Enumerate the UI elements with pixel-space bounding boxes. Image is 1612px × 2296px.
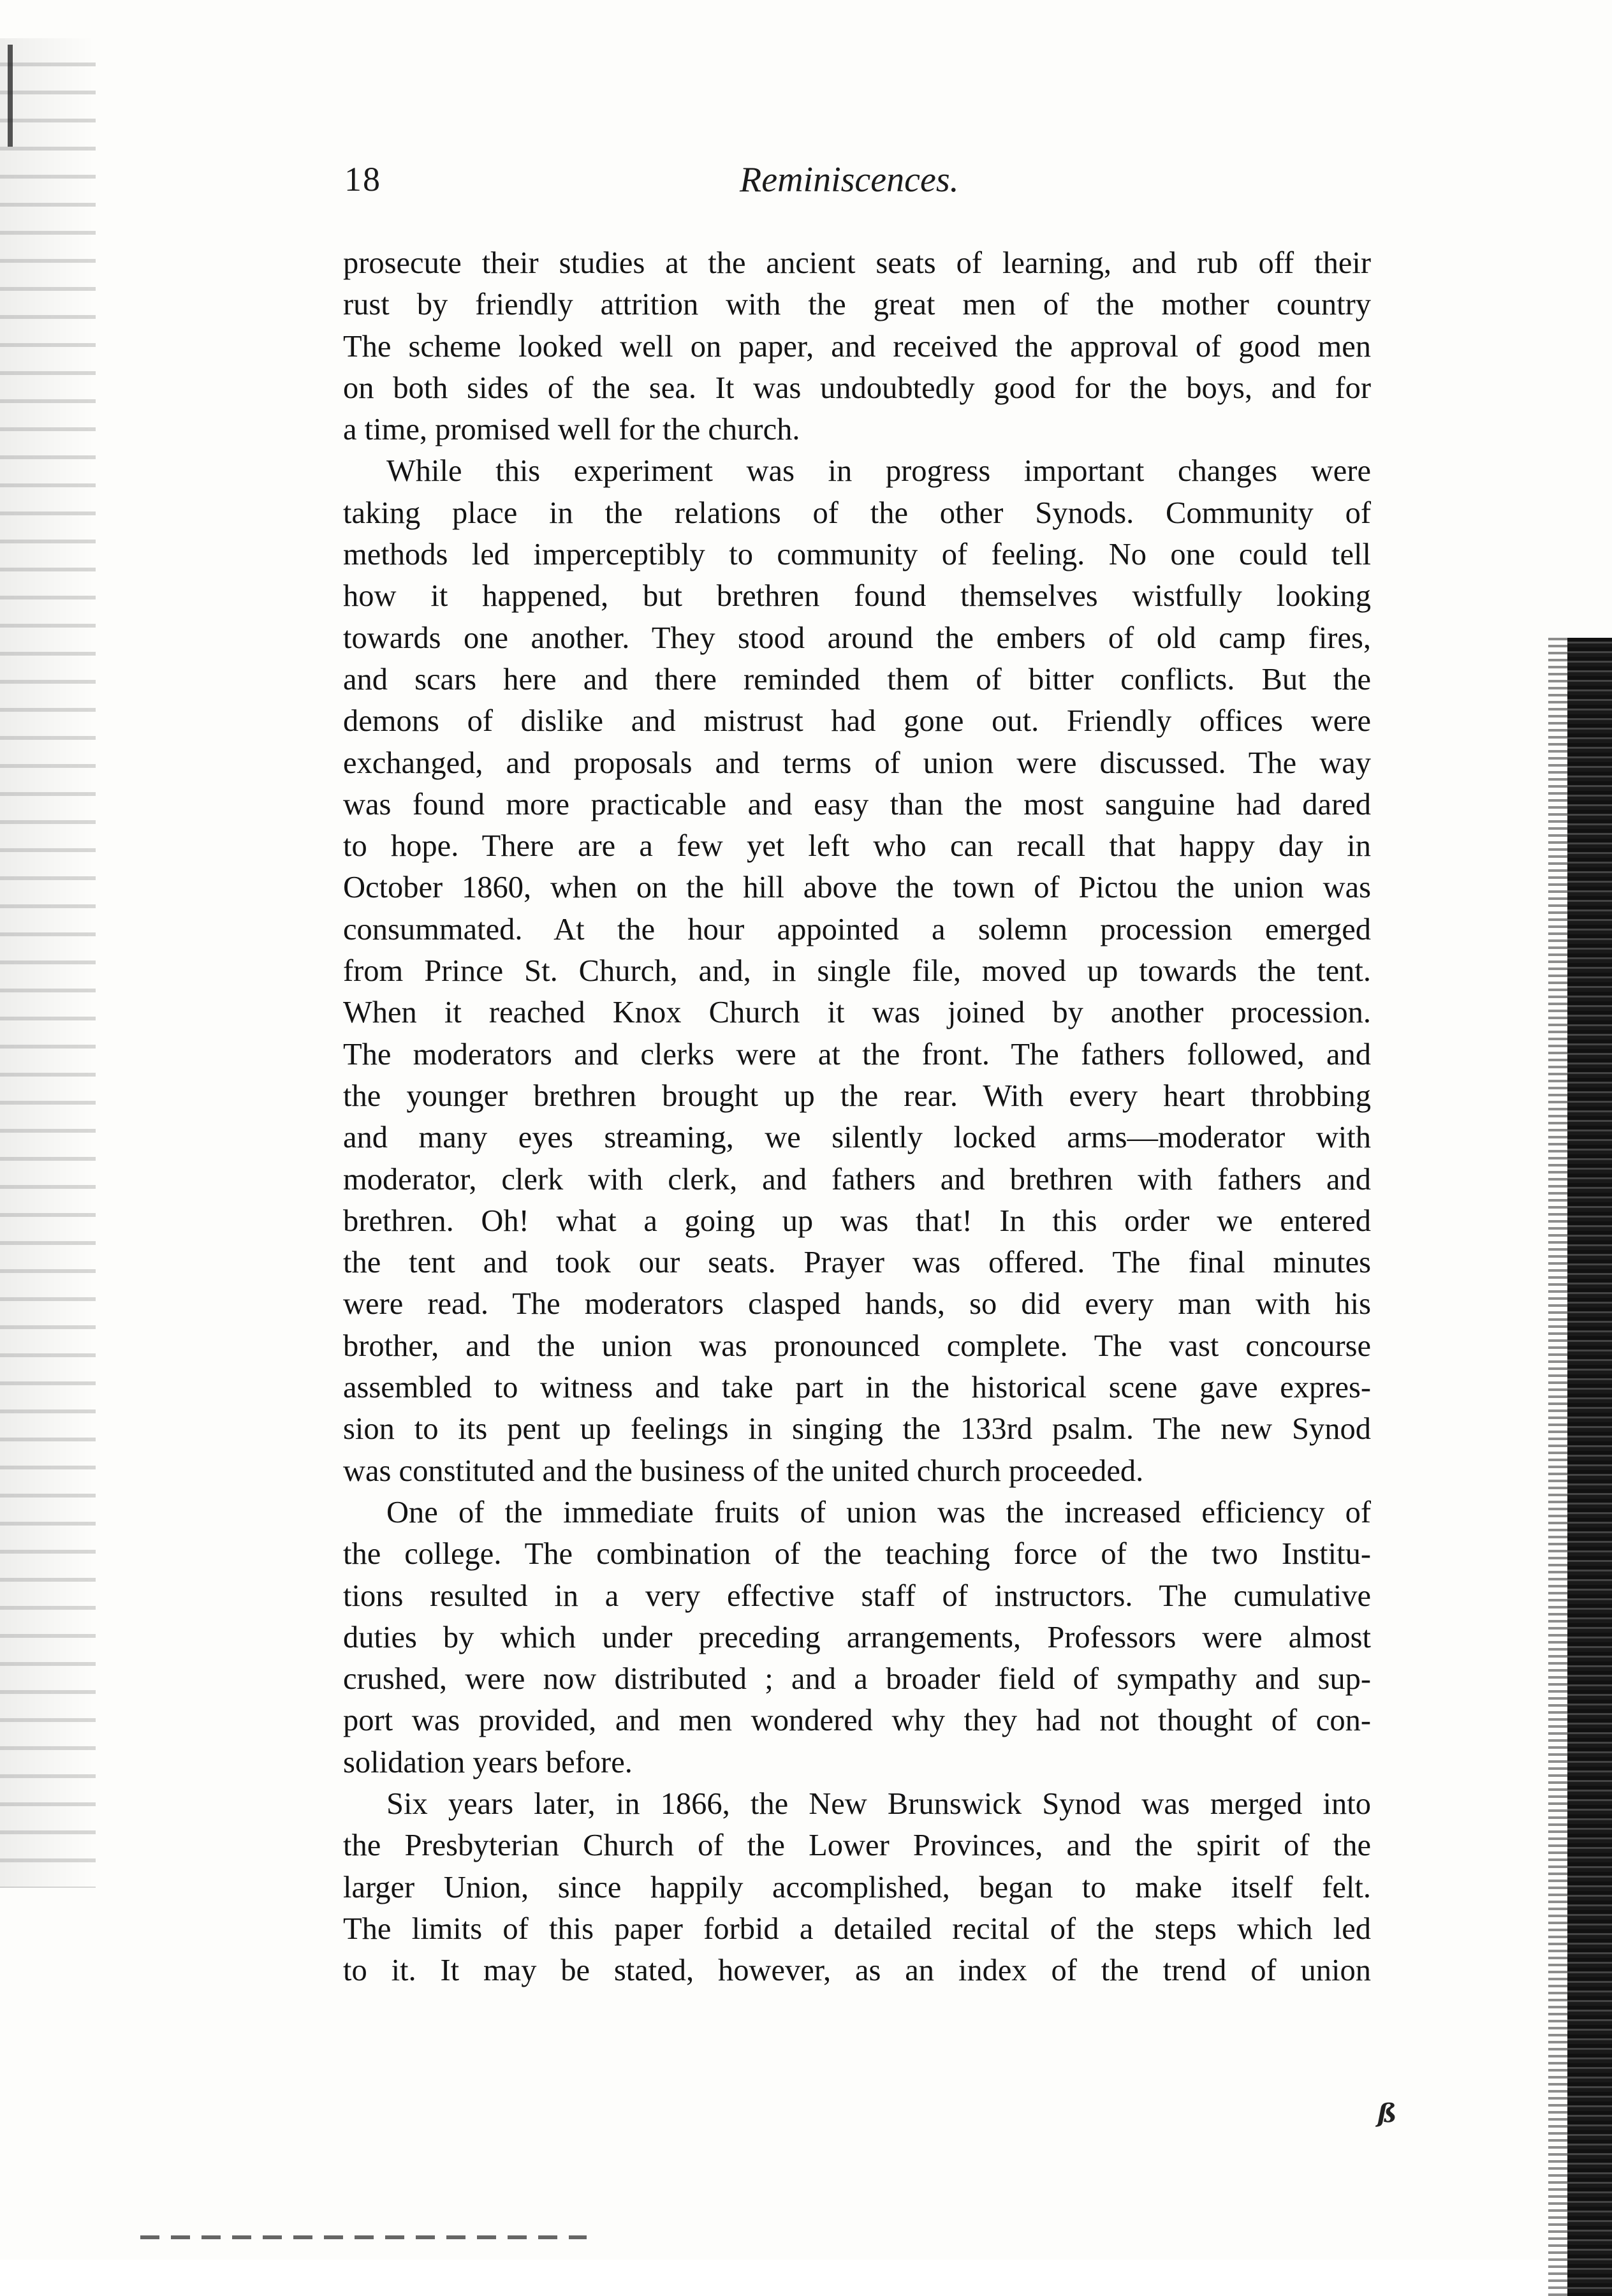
text-line: assembled to witness and take part in the historical scene gave expres-: [343, 1371, 1371, 1405]
text-line: the college. The combination of the teaching force of the two Institu-: [343, 1537, 1371, 1571]
running-title: Reminiscences.: [740, 160, 959, 200]
text-line: methods led imperceptibly to community of feeling. No one could tell: [343, 538, 1371, 572]
text-line: While this experiment was in progress important changes were: [386, 454, 1371, 489]
text-line: brother, and the union was pronounced complete. The vast concourse: [343, 1328, 1371, 1363]
paragraph: [343, 1492, 1371, 1783]
text-line: sion to its pent up feelings in singing the 133rd psalm. The new Synod: [343, 1412, 1371, 1446]
text-line: tions resulted in a very effective staff of instructors. The cumulative: [343, 1578, 1371, 1613]
text-line: the Presbyterian Church of the Lower Provinces, and the spirit of the: [343, 1829, 1371, 1863]
paragraph: [343, 1783, 1371, 1991]
text-line: towards one another. They stood around the embers of old camp fires,: [343, 621, 1371, 655]
text-line: prosecute their studies at the ancient seats of learning, and rub off their: [343, 246, 1371, 280]
text-line: solidation years before.: [343, 1745, 633, 1779]
text-line: was found more practicable and easy than the most sanguine had dared: [343, 787, 1371, 821]
binding-mark: [8, 45, 13, 147]
bottom-scan-artifact: [140, 2235, 587, 2239]
text-line: rust by friendly attrition with the great men of the mother country: [343, 288, 1371, 322]
text-line: crushed, were now distributed ; and a broader field of sympathy and sup-: [343, 1662, 1371, 1696]
text-line: The limits of this paper forbid a detailed recital of the steps which led: [343, 1911, 1371, 1946]
text-line: to it. It may be stated, however, as an index of the trend of union: [343, 1954, 1371, 1988]
text-line: When it reached Knox Church it was joined by another procession.: [343, 996, 1371, 1030]
text-line: larger Union, since happily accomplished, began to make itself felt.: [343, 1870, 1371, 1904]
text-line: The moderators and clerks were at the front. The fathers followed, and: [343, 1037, 1371, 1071]
text-line: duties by which under preceding arrangements, Professors were almost: [343, 1620, 1371, 1654]
binding-shadow-ragged: [1548, 638, 1567, 2296]
text-line: was constituted and the business of the united church proceeded.: [343, 1453, 1144, 1488]
binding-shadow: [1567, 638, 1612, 2296]
text-line: to hope. There are a few yet left who can recall that happy day in: [343, 829, 1371, 864]
text-line: moderator, clerk with clerk, and fathers and brethren with fathers and: [343, 1162, 1371, 1196]
paragraph: [343, 450, 1371, 1491]
text-line: October 1860, when on the hill above the town of Pictou the union was: [343, 871, 1371, 905]
text-line: demons of dislike and mistrust had gone out. Friendly offices were: [343, 704, 1371, 739]
text-line: from Prince St. Church, and, in single file, moved up towards the tent.: [343, 954, 1371, 989]
text-line: taking place in the relations of the other Synods. Community of: [343, 496, 1371, 530]
text-line: and many eyes streaming, we silently locked arms—moderator with: [343, 1121, 1371, 1155]
text-line: a time, promised well for the church.: [343, 413, 800, 447]
body-text: [343, 242, 1371, 1991]
page-number: 18: [344, 160, 381, 198]
paragraph: [343, 242, 1371, 450]
text-line: the younger brethren brought up the rear. With every heart throbbing: [343, 1078, 1371, 1113]
text-line: and scars here and there reminded them of bitter conflicts. But the: [343, 662, 1371, 696]
running-head: [344, 159, 1371, 210]
text-line: how it happened, but brethren found themselves wistfully looking: [343, 579, 1371, 614]
text-line: One of the immediate fruits of union was the increased efficiency of: [386, 1495, 1371, 1529]
text-line: The scheme looked well on paper, and received the approval of good men: [343, 329, 1371, 364]
text-line: brethren. Oh! what a going up was that! In this order we entered: [343, 1203, 1371, 1238]
text-line: exchanged, and proposals and terms of union were discussed. The way: [343, 746, 1371, 780]
text-line: consummated. At the hour appointed a solemn procession emerged: [343, 912, 1371, 946]
text-line: on both sides of the sea. It was undoubtedly good for the boys, and for: [343, 371, 1371, 405]
text-line: were read. The moderators clasped hands, so did every man with his: [343, 1287, 1371, 1321]
stray-ink-mark: ß: [1377, 2098, 1397, 2128]
left-scan-edge: [0, 38, 96, 1888]
text-line: Six years later, in 1866, the New Brunswick Synod was merged into: [386, 1786, 1371, 1821]
text-line: the tent and took our seats. Prayer was offered. The final minutes: [343, 1246, 1371, 1280]
text-line: port was provided, and men wondered why they had not thought of con-: [343, 1704, 1371, 1738]
